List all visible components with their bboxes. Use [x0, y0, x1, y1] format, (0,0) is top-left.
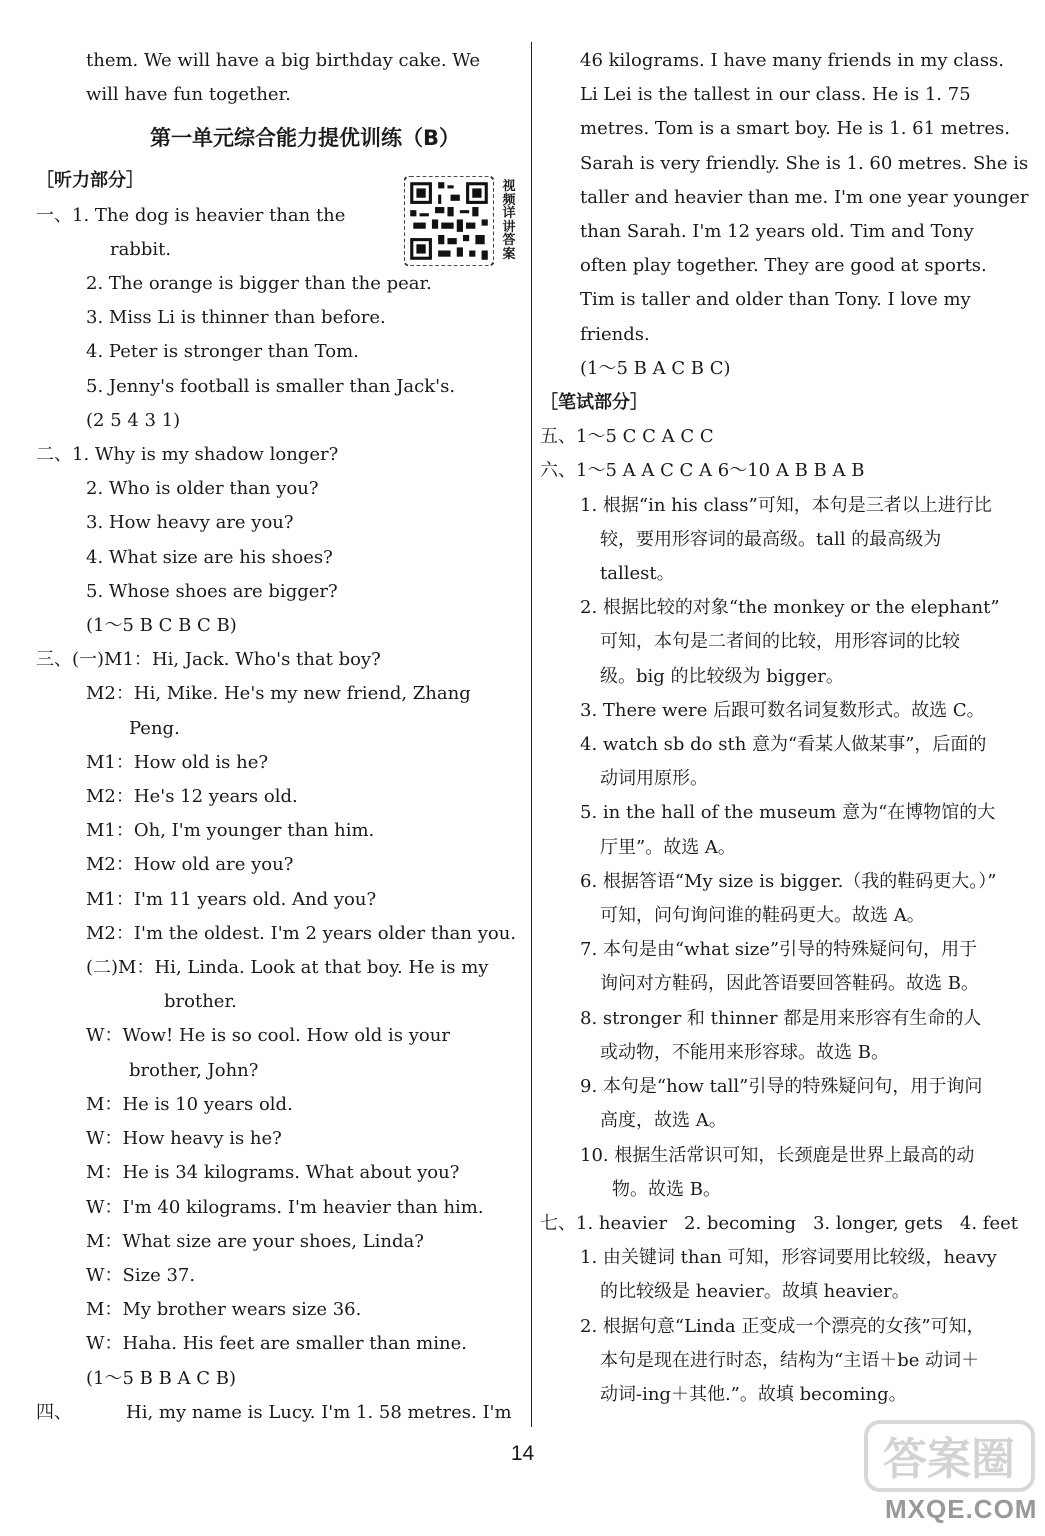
speaker: W： — [86, 1025, 123, 1047]
dialogue-text: How old is he? — [133, 751, 269, 773]
dialogue-line — [36, 814, 524, 848]
note-line: 3. There were 后跟可数名词复数形式。故选 C。 — [580, 699, 985, 721]
s2-item: 2. Who is older than you? — [86, 478, 319, 500]
s4-label: 四、 — [36, 1401, 72, 1423]
note-line: 可知，问句询问谁的鞋码更大。故选 A。 — [600, 905, 925, 927]
s5-line — [540, 420, 1018, 454]
s3-part1-label: (一) — [72, 649, 105, 671]
s6-text: 1～5 A A C C A 6～10 A B B A B — [576, 460, 865, 482]
note-line: 8. stronger 和 thinner 都是用来形容有生命的人 — [580, 1007, 982, 1029]
passage-line: friends. — [580, 323, 650, 345]
dialogue-line — [36, 1088, 524, 1122]
s3-part2-label: (二) — [86, 957, 119, 979]
s3-line — [36, 643, 524, 677]
section-title: 第一单元综合能力提优训练（B） — [149, 126, 460, 151]
note-line: 高度，故选 A。 — [600, 1110, 727, 1132]
s1-label: 一、 — [36, 204, 72, 226]
note-line: 级。big 的比较级为 bigger。 — [600, 665, 844, 687]
note-line: 2. 根据比较的对象“the monkey or the elephant” — [580, 597, 1000, 619]
dialogue-line — [36, 1293, 524, 1327]
s6-line — [540, 454, 1018, 488]
note-line: tallest。 — [600, 563, 675, 585]
dialogue-text: How heavy is he? — [122, 1128, 282, 1150]
s7-answer: 2. becoming — [684, 1212, 796, 1234]
dialogue-cont: Peng. — [129, 717, 180, 739]
dialogue-line — [36, 746, 524, 780]
passage-line: than Sarah. I'm 12 years old. Tim and Tony — [580, 221, 974, 243]
passage-line: Tim is taller and older than Tony. I love my — [580, 289, 971, 311]
listening-header: ［听力部分］ — [36, 170, 144, 192]
dialogue-line — [36, 1191, 524, 1225]
dialogue-line — [36, 780, 524, 814]
dialogue-text: What size are your shoes, Linda? — [122, 1230, 424, 1252]
dialogue-text: Haha. His feet are smaller than mine. — [122, 1333, 467, 1355]
s2-label: 二、 — [36, 444, 72, 466]
note-line: 9. 本句是“how tall”引导的特殊疑问句，用于询问 — [580, 1076, 983, 1098]
dialogue-text: He is 34 kilograms. What about you? — [122, 1162, 460, 1184]
s3-label: 三、 — [36, 649, 72, 671]
s2-item: 3. How heavy are you? — [86, 512, 294, 534]
speaker: M1： — [86, 888, 134, 910]
note-line: 5. in the hall of the museum 意为“在博物馆的大 — [580, 802, 996, 824]
passage-line: Sarah is very friendly. She is 1. 60 metres. She is — [580, 152, 1029, 174]
s7-answers — [576, 1207, 1018, 1241]
s6-label: 六、 — [540, 460, 576, 482]
qr-code-icon[interactable] — [404, 176, 494, 266]
dialogue-line — [36, 1019, 524, 1053]
note-line: 10. 根据生活常识可知，长颈鹿是世界上最高的动 — [580, 1144, 975, 1166]
note-line: 物。故选 B。 — [612, 1178, 721, 1200]
s7-answer: 3. longer, gets — [812, 1212, 943, 1234]
note-line: 6. 根据答语“My size is bigger.（我的鞋码更大。）” — [580, 870, 997, 892]
s1-item: 5. Jenny's football is smaller than Jack's. — [86, 375, 456, 397]
s4-text: Hi, my name is Lucy. I'm 1. 58 metres. I'm — [126, 1401, 512, 1423]
column-divider — [531, 42, 532, 1427]
s4-line — [36, 1396, 524, 1430]
note-line: 1. 由关键词 than 可知，形容词要用比较级，heavy — [580, 1247, 997, 1269]
s1-item: 3. Miss Li is thinner than before. — [86, 307, 386, 329]
intro-line-2: will have fun together. — [86, 84, 291, 106]
s7-label: 七、 — [540, 1212, 576, 1234]
speaker: M： — [118, 957, 155, 979]
qr-label: 视频详讲答案 — [502, 179, 516, 262]
dialogue-text: Size 37. — [122, 1264, 196, 1286]
s5-text: 1～5 C C A C C — [576, 426, 714, 448]
dialogue-line — [36, 1156, 524, 1190]
intro-line-1: them. We will have a big birthday cake. We — [86, 50, 480, 71]
speaker: W： — [86, 1196, 123, 1218]
s5-label: 五、 — [540, 426, 576, 448]
note-line: 询问对方鞋码，因此答语要回答鞋码。故选 B。 — [600, 973, 979, 995]
speaker: M： — [86, 1093, 123, 1115]
speaker: W： — [86, 1264, 123, 1286]
dialogue-line — [36, 1122, 524, 1156]
written-header: ［笔试部分］ — [540, 392, 648, 414]
dialogue-text: I'm 11 years old. And you? — [133, 888, 377, 910]
dialogue-line — [36, 951, 524, 985]
dialogue-text: He's 12 years old. — [133, 786, 298, 808]
s1-item: rabbit. — [110, 238, 172, 260]
s2-line — [36, 438, 524, 472]
s1-item: 1. The dog is heavier than the — [72, 204, 346, 226]
s7-answer: 1. heavier — [576, 1212, 668, 1234]
note-line: 动词用原形。 — [600, 768, 708, 790]
s4-answer: (1～5 B A C B C) — [580, 357, 731, 379]
dialogue-text: How old are you? — [133, 854, 294, 876]
note-line: 2. 根据句意“Linda 正变成一个漂亮的女孩”可知， — [580, 1315, 985, 1337]
note-line: 可知，本句是二者间的比较，用形容词的比较 — [600, 631, 960, 653]
s2-item: 1. Why is my shadow longer? — [72, 444, 339, 466]
speaker: W： — [86, 1333, 123, 1355]
dialogue-text: He is 10 years old. — [122, 1093, 293, 1115]
speaker: M1： — [86, 751, 134, 773]
dialogue-text: Hi, Mike. He's my new friend, Zhang — [133, 683, 471, 705]
speaker: M2： — [86, 786, 134, 808]
passage-line: Li Lei is the tallest in our class. He is 1. 75 — [580, 84, 971, 106]
dialogue-text: Oh, I'm younger than him. — [133, 820, 375, 842]
dialogue-text: Wow! He is so cool. How old is your — [122, 1025, 450, 1047]
s7-line — [540, 1207, 1018, 1241]
dialogue-line — [36, 1225, 524, 1259]
note-line: 的比较级是 heavier。故填 heavier。 — [600, 1281, 910, 1303]
dialogue-line — [36, 1327, 524, 1361]
note-line: 7. 本句是由“what size”引导的特殊疑问句，用于 — [580, 939, 978, 961]
dialogue-cont: brother. — [164, 991, 237, 1013]
page-number: 14 — [510, 1442, 535, 1465]
s1-item: 4. Peter is stronger than Tom. — [86, 341, 359, 363]
speaker: M： — [86, 1162, 123, 1184]
dialogue-text: My brother wears size 36. — [122, 1299, 362, 1321]
dialogue-line — [36, 883, 524, 917]
s3-answer: (1～5 B B A C B) — [86, 1367, 237, 1389]
note-line: 较，要用形容词的最高级。tall 的最高级为 — [600, 528, 942, 550]
dialogue-line — [36, 848, 524, 882]
dialogue-cont: brother, John? — [129, 1059, 259, 1081]
speaker: M1： — [86, 820, 134, 842]
passage-line: 46 kilograms. I have many friends in my class. — [580, 50, 1005, 71]
speaker: M2： — [86, 683, 134, 705]
note-line: 4. watch sb do sth 意为“看某人做某事”，后面的 — [580, 734, 987, 756]
s2-item: 5. Whose shoes are bigger? — [86, 580, 338, 602]
watermark-url: MXQE.COM — [885, 1494, 1038, 1524]
dialogue-text: Hi, Linda. Look at that boy. He is my — [154, 957, 489, 979]
speaker: M1： — [104, 649, 152, 671]
s1-item: 2. The orange is bigger than the pear. — [86, 273, 432, 295]
speaker: M： — [86, 1299, 123, 1321]
passage-line: metres. Tom is a smart boy. He is 1. 61 metres. — [580, 118, 1010, 140]
dialogue-text: I'm 40 kilograms. I'm heavier than him. — [122, 1196, 484, 1218]
dialogue-line — [36, 1259, 524, 1293]
speaker: M2： — [86, 922, 134, 944]
dialogue-line — [36, 917, 524, 951]
passage-line: taller and heavier than me. I'm one year younger — [580, 186, 1029, 208]
speaker: M2： — [86, 854, 134, 876]
dialogue-text: I'm the oldest. I'm 2 years older than you. — [133, 922, 517, 944]
note-line: 本句是现在进行时态，结构为“主语＋be 动词＋ — [600, 1349, 980, 1371]
speaker: W： — [86, 1128, 123, 1150]
note-line: 动词-ing＋其他.”。故填 becoming。 — [600, 1383, 907, 1405]
s2-answer: (1～5 B C B C B) — [86, 615, 237, 637]
s7-answer: 4. feet — [959, 1212, 1018, 1234]
dialogue-text: Hi, Jack. Who's that boy? — [151, 649, 381, 671]
s2-item: 4. What size are his shoes? — [86, 546, 333, 568]
watermark-text: 答案圈 — [883, 1434, 1015, 1485]
dialogue-line — [36, 677, 524, 711]
right-column — [540, 44, 1029, 1412]
speaker: M： — [86, 1230, 123, 1252]
passage-line: often play together. They are good at sports. — [580, 255, 987, 277]
note-line: 或动物，不能用来形容球。故选 B。 — [600, 1041, 889, 1063]
note-line: 1. 根据“in his class”可知，本句是三者以上进行比 — [580, 494, 992, 516]
note-line: 厅里”。故选 A。 — [600, 836, 736, 858]
s1-answer: (2 5 4 3 1) — [86, 409, 181, 431]
